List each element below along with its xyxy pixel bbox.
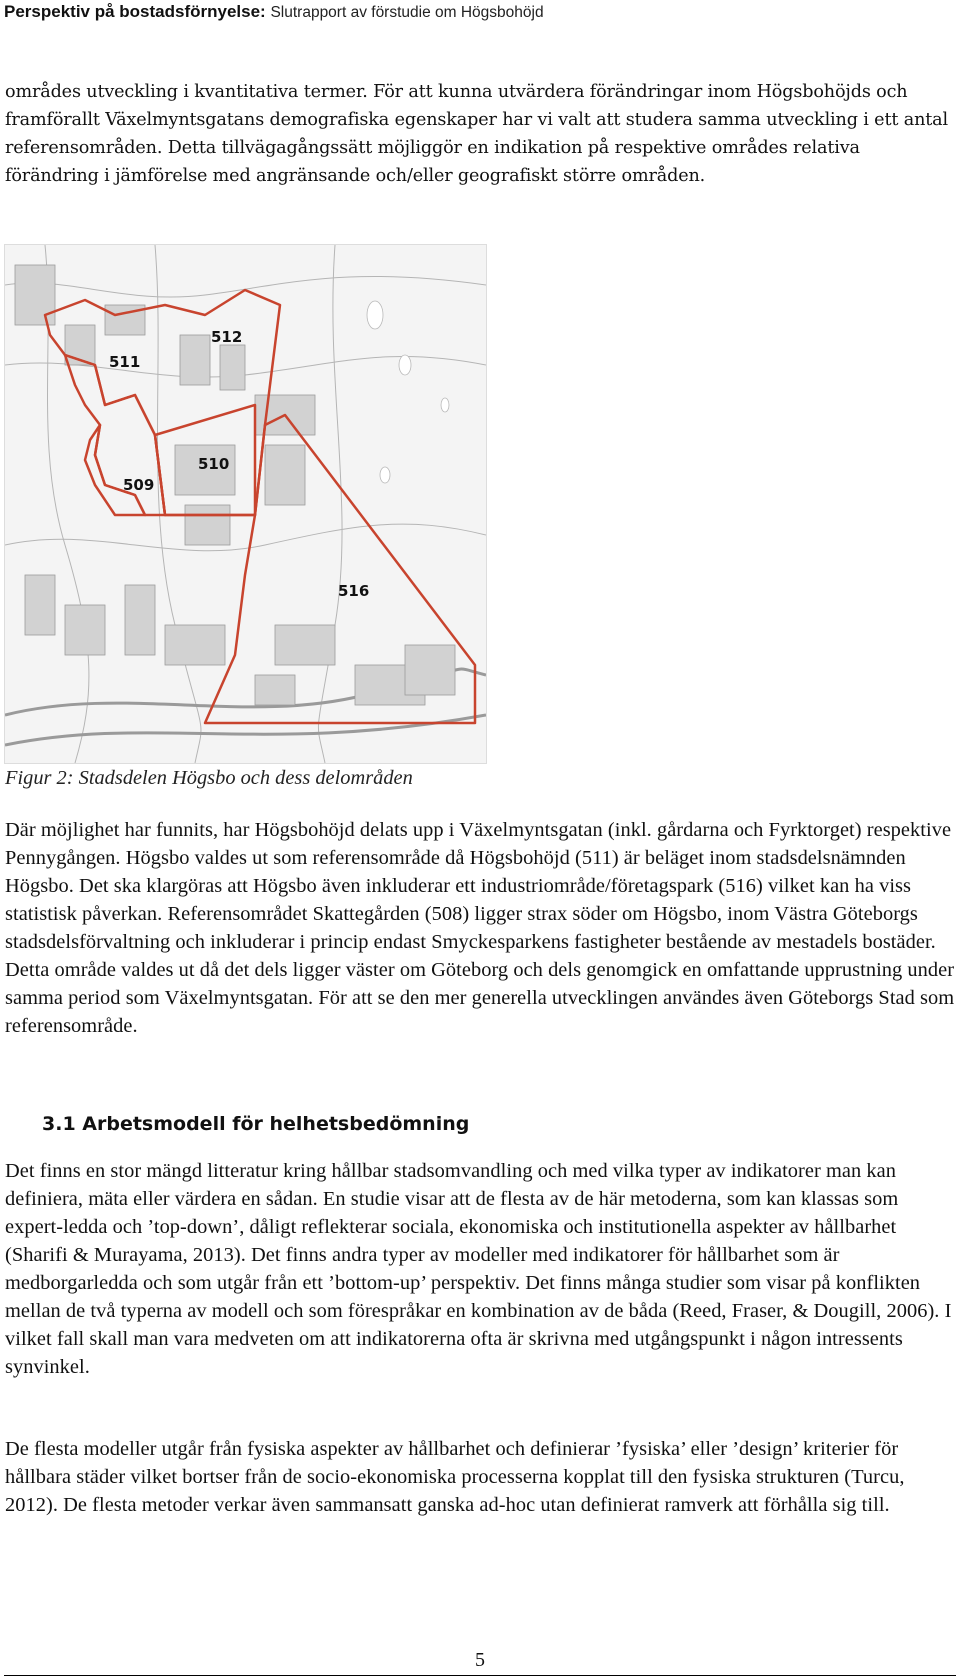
- paragraph-4: De flesta modeller utgår från fysiska aspekter av hållbarhet och definierar ’fysiska’ eller ’design’ kriterier för hållbara städer vilket bortser från de socio-ekonomiska processerna kopplat till den fysiska strukturen (Turcu, 2012). De flesta metoder verkar även sammansatt ganska ad-hoc utan definierat ramverk att förhålla sig till.: [5, 1438, 905, 1516]
- figure-caption: Figur 2: Stadsdelen Högsbo och dess delområden: [5, 767, 413, 789]
- paragraph-3: Det finns en stor mängd litteratur kring hållbar stadsomvandling och med vilka typer av indikatorer man kan definiera, mäta eller värdera en sådan. En studie visar att de flesta av de här metoderna, som kan klassas som expert-ledda och ’top-down’, dåligt reflekterar sociala, ekonomiska och institutionella aspekter av hållbarhet (Sharifi & Murayama, 2013). Det finns andra typer av modeller med indikatorer för hållbarhet som är medborgarledda och som utgår från ett ’bottom-up’ perspektiv. Det finns många studier som visar på konflikten mellan de två typerna av modell och som förespråkar en kombination av de båda (Reed, Fraser, & Dougill, 2006). I vilket fall skall man vara medveten om att indikatorerna ofta är skrivna med utgångspunkt i någon intressents synvinkel.: [5, 1160, 952, 1378]
- paragraph-2: Där möjlighet har funnits, har Högsbohöjd delats upp i Växelmyntsgatan (inkl. gårdarna och Fyrktorget) respektive Pennygången. Högsbo valdes ut som referensområde då Högsbohöjd (511) är beläget inom stadsdelsnämnden Högsbo. Det ska klargöras att Högsbo även inkluderar ett industriområde/företagspark (516) vilket kan ha viss statistisk påverkan. Referensområdet Skattegården (508) ligger strax söder om Högsbo, inom Västra Göteborgs stadsdelsförvaltning och inkluderar i princip endast Smyckesparkens fastigheter bestående av mestadels bostäder. Detta område valdes ut då det dels ligger väster om Göteborg och dels genomgick en omfattande upprustning under samma period som Växelmyntsgatan. För att se den mer generella utvecklingen användes även Göteborgs Stad som referensområde.: [5, 819, 955, 1037]
- running-header: [4, 0, 956, 24]
- district-map: [4, 244, 487, 764]
- area-label-510: 510: [198, 455, 230, 473]
- header-subtitle: Slutrapport av förstudie om Högsbohöjd: [270, 4, 544, 21]
- header-title: Perspektiv på bostadsförnyelse:: [4, 2, 266, 21]
- area-label-516: 516: [338, 582, 370, 600]
- area-label-512: 512: [211, 328, 243, 346]
- page-number: 5: [475, 1649, 485, 1671]
- district-map-graphic: [5, 245, 486, 763]
- section-heading: 3.1 Arbetsmodell för helhetsbedömning: [42, 1113, 470, 1135]
- area-label-509: 509: [123, 476, 155, 494]
- area-label-511: 511: [109, 353, 141, 371]
- footer-rule: [4, 1675, 956, 1676]
- intro-paragraph: områdes utveckling i kvantitativa termer. För att kunna utvärdera förändringar inom Högsbohöjds och framförallt Växelmyntsgatans demografiska egenskaper har vi valt att studera samma utveckling i ett antal referensområden. Detta tillvägagångssätt möjliggör en indikation på respektive områdes relativa förändring i jämförelse med angränsande och/eller geografiskt större områden.: [5, 82, 948, 186]
